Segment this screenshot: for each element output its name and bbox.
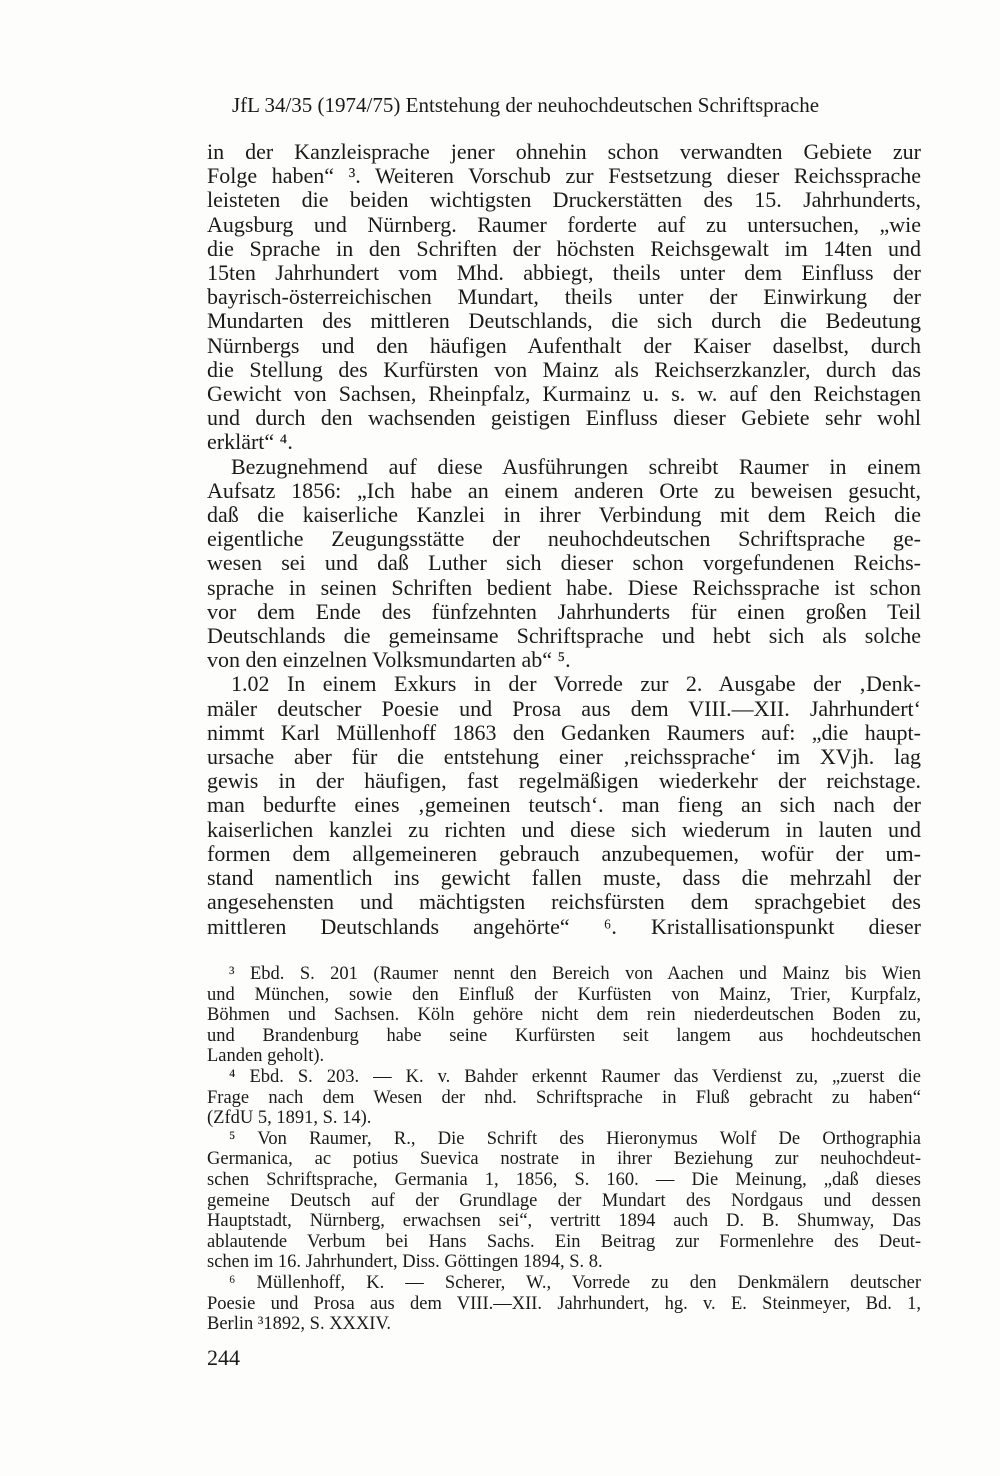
body-text-line: 1.02 In einem Exkurs in der Vorrede zur 2. Ausgabe der ‚Denk- (231, 672, 921, 697)
footnote-line: Poesie und Prosa aus dem VIII.—XII. Jahrhundert, hg. v. E. Steinmeyer, Bd. 1, (207, 1293, 921, 1314)
body-text-line: angesehensten und mächtigsten reichsfürsten dem sprachgebiet des (207, 890, 921, 915)
footnote-line: ablautende Verbum bei Hans Sachs. Ein Beitrag zur Formenlehre des Deut- (207, 1231, 921, 1252)
body-text-line: Aufsatz 1856: „Ich habe an einem anderen Orte zu beweisen gesucht, (207, 478, 921, 503)
running-head: JfL 34/35 (1974/75) Entstehung der neuhochdeutschen Schriftsprache (232, 93, 820, 117)
footnote-line: und Brandenburg habe seine Kurfürsten seit langem aus hochdeutschen (207, 1025, 921, 1046)
body-text-line: in der Kanzleisprache jener ohnehin schon verwandten Gebiete zur (207, 140, 921, 164)
body-text-line: Augsburg und Nürnberg. Raumer forderte auf zu untersuchen, „wie (207, 212, 921, 237)
body-text-line: sprache in seinen Schriften bedient habe. Diese Reichssprache ist schon (207, 575, 921, 600)
body-text-line: eigentliche Zeugungsstätte der neuhochdeutschen Schriftsprache ge- (207, 527, 921, 552)
footnote-line: Böhmen und Sachsen. Köln gehöre nicht dem rein niederdeutschen Boden zu, (207, 1005, 921, 1026)
body-text-line: Mundarten des mittleren Deutschlands, die sich durch die Bedeutung (207, 309, 921, 334)
body-text-line: mittleren Deutschlands angehörte“ ⁶. Kristallisationspunkt dieser (207, 914, 921, 939)
body-text-line: Folge haben“ ³. Weiteren Vorschub zur Festsetzung dieser Reichssprache (207, 164, 921, 189)
body-text-line: mäler deutscher Poesie und Prosa aus dem VIII.—XII. Jahrhundert‘ (207, 696, 921, 721)
body-text-line: wesen sei und daß Luther sich dieser schon vorgefundenen Reichs- (207, 551, 921, 576)
body-text-line: nimmt Karl Müllenhoff 1863 den Gedanken Raumers auf: „die haupt- (207, 720, 921, 745)
body-text-line: gewis in der häufigen, fast regelmäßigen wiederkehr der reichstage. (207, 769, 921, 794)
body-text-line: Deutschlands die gemeinsame Schriftsprache und hebt sich als solche (207, 624, 921, 649)
body-text-line: leisteten die beiden wichtigsten Druckerstätten des 15. Jahrhunderts, (207, 188, 921, 213)
body-text-line: die Stellung des Kurfürsten von Mainz als Reichserzkanzler, durch das (207, 357, 921, 382)
footnote-line: Landen geholt). (207, 1046, 325, 1067)
footnote-line: Frage nach dem Wesen der nhd. Schriftsprache in Fluß gebracht zu haben“ (207, 1087, 921, 1108)
body-text-line: Gewicht von Sachsen, Rheinpfalz, Kurmainz u. s. w. auf den Reichstagen (207, 382, 921, 407)
footnotes (207, 964, 921, 1335)
footnote-line: (ZfdU 5, 1891, S. 14). (207, 1108, 372, 1129)
body-text (207, 140, 921, 939)
footnote-line: ³ Ebd. S. 201 (Raumer nennt den Bereich von Aachen und Mainz bis Wien (229, 964, 921, 984)
body-text-line: Bezugnehmend auf diese Ausführungen schreibt Raumer in einem (231, 454, 921, 479)
body-text-line: daß die kaiserliche Kanzlei in ihrer Verbindung mit dem Reich die (207, 503, 921, 528)
footnote-line: schen Schriftsprache, Germania 1, 1856, S. 160. — Die Meinung, „daß dieses (207, 1169, 921, 1190)
body-text-line: Nürnbergs und den häufigen Aufenthalt der Kaiser daselbst, durch (207, 333, 921, 358)
body-text-line: stand namentlich ins gewicht fallen muste, dass die mehrzahl der (207, 866, 921, 891)
footnote-line: ⁵ Von Raumer, R., Die Schrift des Hieronymus Wolf De Orthographia (229, 1128, 921, 1149)
body-text-line: ursache aber für die entstehung einer ‚reichssprache‘ im XVjh. lag (207, 745, 921, 770)
footnote-line: schen im 16. Jahrhundert, Diss. Göttingen 1894, S. 8. (207, 1252, 603, 1273)
footnote-line: und München, sowie den Einfluß der Kurfüsten von Mainz, Trier, Kurpfalz, (207, 984, 921, 1005)
footnote-line: gemeine Deutsch auf der Grundlage der Mundart des Nordgaus und dessen (207, 1190, 921, 1211)
body-text-line: vor dem Ende des fünfzehnten Jahrhunderts für einen großen Teil (207, 599, 921, 624)
body-text-line: und durch den wachsenden geistigen Einfluss dieser Gebiete sehr wohl (207, 406, 921, 431)
body-text-line: 15ten Jahrhundert vom Mhd. abbiegt, theils unter dem Einfluss der (207, 261, 921, 286)
page-number: 244 (207, 1345, 240, 1370)
body-text-line: von den einzelnen Volksmundarten ab“ ⁵. (207, 648, 571, 673)
body-text-line: erklärt“ ⁴. (207, 430, 293, 455)
body-text-line: bayrisch-österreichischen Mundart, theils unter der Einwirkung der (207, 285, 921, 310)
body-text-line: kaiserlichen kanzlei zu richten und diese sich wiederum in lauten und (207, 817, 921, 842)
footnote-line: ⁴ Ebd. S. 203. — K. v. Bahder erkennt Raumer das Verdienst zu, „zuerst die (229, 1066, 921, 1087)
body-text-line: man bedurfte eines ‚gemeinen teutsch‘. man fieng an sich nach der (207, 793, 921, 818)
footnote-line: ⁶ Müllenhoff, K. — Scherer, W., Vorrede zu den Denkmälern deutscher (229, 1272, 921, 1293)
footnote-line: Germanica, ac potius Suevica nostrate in ihrer Beziehung zur neuhochdeut- (207, 1149, 921, 1170)
body-text-line: die Sprache in den Schriften der höchsten Reichsgewalt im 14ten und (207, 236, 921, 261)
footnote-line: Hauptstadt, Nürnberg, erwachsen sei“, vertritt 1894 auch D. B. Shumway, Das (207, 1211, 921, 1232)
body-text-line: formen dem allgemeineren gebrauch anzubequemen, wofür der um- (207, 841, 921, 866)
footnote-line: Berlin ³1892, S. XXXIV. (207, 1314, 392, 1335)
